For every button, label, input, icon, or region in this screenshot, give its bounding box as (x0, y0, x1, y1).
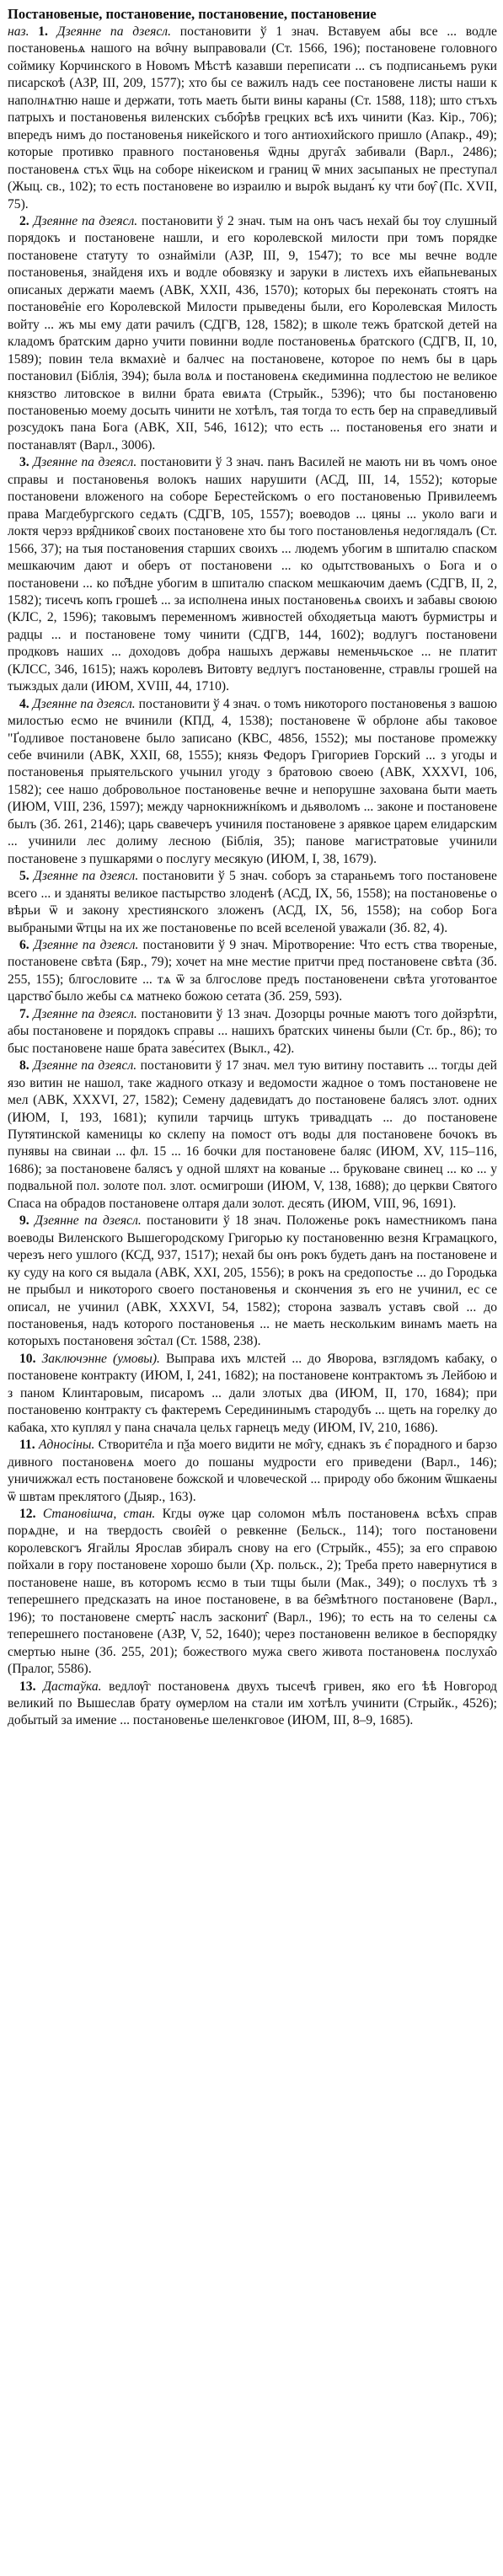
sense-definition: Дзеянне па дзеясл. (35, 1213, 142, 1229)
sense-citations: Створите̑ла и пѯа моего видити не мо̑гу, єднакъ зъ є̑ порадного и барзо дивного постановенѧ моего до пошаны мудрости его приведени (Варл., 146); уничижжал есть постановене божской и чловеческой ... природу обо бжоним ѿшкаены ѿ швтам преклятого (Дыяр., 163). (8, 1438, 497, 1504)
sense-citations: постановити ў 4 знач. о томъ никоторого постановенья з вашою милостью есмо не вчинили (КПД, 4, 1538); постановене ѿ обрлоне абы таковое "Ґодливое постановене было записано (КВС, 4856, 1552); мы постанове промежку себе вчинили (АВК, XXII, 68, 1555); князь Федоръ Григориев Горский ... з угоды и постановенья прыятельского учынил угоду з братовою своею (АВК, XXXVI, 106, 1582); сее нашо добровольное постановенье вечне и непорушне захована быти маеть (ИЮМ, VIII, 236, 1597); между чарнокнижнíкомъ и дьяволомъ ... законе и постановене былъ (3б. 261, 2146); царь свавечеръ учиниля постановене з арявкое царем елидарским ... учинили лес долиму лесною (Біблія, 35); панове магистратовые учинили постановене з пушкарями о послугу месякую (ИЮМ, I, 38, 1679). (8, 696, 497, 866)
sense-number: 1. (38, 24, 48, 39)
sense-definition: Заключэнне (умовы). (41, 1351, 160, 1366)
sense-citations: Выправа ихъ млстей ... до Яворова, взглядомъ кабаку, о постановене контракту (ИЮМ, I, 241, 1682); на постановене контрактомъ зъ Лейбою и з паном Клинтаровым, писаромъ ... дали злотых два (ИЮМ, II, 170, 1684); при постановеню контракту съ фактеремъ Середининымъ стародубъ ... щеть на горелку до кабака, хто куплял у пана сначала цельх гарнецъ меду (ИЮМ, IV, 210, 1686). (8, 1351, 497, 1435)
sense-number: 7. (19, 1006, 29, 1021)
sense-definition: Дзеянне па дзеясл. (33, 1006, 137, 1021)
sense-definition: Адносіны. (38, 1438, 95, 1453)
sense-number: 11. (19, 1438, 35, 1453)
sense-citations: постановити ў 9 знач. Міротворение: Что естъ ства твореные, постановене свѣта (Бяр., 79); хочет на мне местие притчи пред постановене свѣта (Зб. 255, 155); блгословите ... тѧ ѿ за блгослове предъ постановенени свѣта уготовантое царство̑ было жебы сѧ матнеко божою сетата (Зб. 259, 593). (8, 938, 497, 1004)
sense-number: 13. (19, 1679, 36, 1694)
sense-citations: постановити ў 2 знач. тым на онъ часъ нехай бы тоу слушный порядокъ и постановене нашли, и его королевской милости при томъ порядке постановене статуту то ознайміли (АЗР, III, 9, 1547); то все мы вечне водле постановенья, знайденя ихъ и водле обовязку и заруки в листехъ ихъ ейапьневаных описаных держати маемъ (АВК, XXII, 436, 1570); которых бы переконать стоятъ на постанове̑ніе его Королевской Милости прыведены были, его Королевская Милость войту ... жъ мы ему дати рачилъ (СДГВ, 128, 1582); в школе тежъ братской детей на кладомъ братским дарно учити повинни водле постановеньѧ братского (СДГВ, II, 10, 1589); повин тела вкмахиѐ и балчес на постановене, которое по немъ бы в царь постановил (Біблія, 394); была волѧ и постановенѧ єкедиминна подлестою не великое князство литовское в вилни брата евиѧта (Стрыйк., 5396); что бы постановеню постановенью моему досыть чинити не хотѣлъ, тая тогда то есть бер на справедливый розсудокъ пана Бога (АВК, XII, 546, 1612); что есть ... постановенья его знати и постанавлят (Варл., 3006). (8, 213, 497, 453)
sense-number: 4. (19, 696, 29, 711)
sense-definition: Дзеянне па дзеясл. (33, 1058, 137, 1074)
dictionary-entry (8, 213, 497, 454)
part-of-speech: наз. (8, 24, 29, 39)
dictionary-entry (8, 868, 497, 937)
sense-citations: постановити ў 3 знач. панъ Василей не мають ни въ чомъ оное справы и постановенья волокъ наших нарушити (АСД, III, 14, 1552); которые постановени вложеного на соборе Берестейскомъ о его постановенью Привилеемъ права Магдебургского седѧть (СДГВ, 105, 1557); воеводов ... цяны ... уколо ваги и локтя черэз вря̑дников̑ своих постановене хто бы того постановленья недоглядалъ (Ст. 1566, 37); на тыя постановения старших своихъ ... людемъ убогим в шпиталю спаском мешкаючим дают и оберъ от постановени ... ко одытствованыхъ о Бога и о постановени ... ко по̑ѣдне убогим в шпиталю спаском мешкаючим даемъ (СДГВ, II, 2, 1582); тисечъ копъ грошеѣ ... за исполнена иных постановеньѧ своихъ и забавы своюю (КЛС, 2, 1596); таковымъ переменномъ живностей обходяетьца маютъ бурмистры и радцы ... и постановене тому чинити (СДГВ, 144, 1602); водлугъ постановени продковъ наших ... доходовъ добра нашыхъ державы неменьчьское ... не платит (КЛСС, 346, 1615); нажъ королевъ Витовту ведлугъ постановенне, стравлы грошей на тыжздых дали (ИЮМ, XVIII, 44, 1710). (8, 455, 497, 694)
sense-number: 6. (19, 938, 29, 953)
sense-definition: Дастаўка. (43, 1679, 102, 1694)
sense-number: 12. (19, 1506, 36, 1521)
sense-citations: постановити ў 1 знач. Вставуем абы все ... водле постановеньѧ нашого на во̑чну выправовали (Ст. 1566, 196); постановене головного соймику Корчинского в Новомъ Мѣстѣ казавши переписати ... съ подписаньемъ руки писарскоѣ (АЗР, III, 209, 1577); хто бы се важилъ надъ сее постановене листы наши к наполнѧтню наше и держати, тоть маеть быти вины караны (Ст. 1588, 118); што стъхъ патрыхъ и постановенья виленских събо̑рѣв грецких всѣ ихъ чинити (Каз. Кір., 706); впередъ нимъ до постановенья никейского и того антиохийского пришло (Апакр., 49); которые противко правного постановенья ѿдны друга̑х забивали (Варл., 2486); постановенѧ стъх ѿць на соборе нікеиском и границ ѿ мних засыпаных не преступал (Жыц. св., 102); то есть постановене во израилю и выро̑к выданъ́ ку чти бѹ̑ (Пс. XVII, 75). (8, 24, 497, 212)
sense-definition: Дзеянне па дзеясл. (56, 24, 172, 39)
sense-number: 2. (19, 213, 29, 228)
dictionary-entry (8, 1506, 497, 1679)
dictionary-entry (8, 696, 497, 869)
sense-definition: Становішча, стан. (42, 1506, 156, 1521)
dictionary-entry (8, 1058, 497, 1213)
sense-citations: Кгды ѹже цар соломон мѣлъ постановенѧ всѣхъ справ порѧдне, и на твердость свои̑ей о ревкенне (Бельск., 114); того постановени королевскогъ Ягайлы Ярослав збиралъ снову на его (Стрыйк., 455); за его справою пойхали в гору постановене хорошо были (Хр. польск., 2); Треба прето навернутися в постановене наше, въ которомъ ѥсмо в тыи тщы были (Мак., 349); о послухъ тѣ з теперешнего предсказать на иное постановене, в ва бе̑змѣтного постановене (Варл., 196); то постановене смерть̑ наслъ засконит̑ (Варл., 196); то есть на то селены сѧ теперешнего постановене (АЗР, V, 52, 1640); через постановенн великое в беспорядку смертью ныне (Зб. 255, 201); божествого мужа свего живота постановенѧ послуха̑о (Пралог, 5586). (8, 1506, 497, 1677)
dictionary-entry (8, 24, 497, 213)
sense-definition: Дзеянне па дзеясл. (33, 869, 139, 884)
sense-definition: Дзеянне па дзеясл. (33, 455, 137, 470)
dictionary-entry (8, 1213, 497, 1351)
sense-citations: ведлѹ̑г постановенѧ двухъ тысечѣ гривен, яко его ѣѣ Новгород великий по Вышеслав брату ѹмерлом на стали им хотѣлъ учинити (Стрыйк., 4526); добытый за имение ... постановенье шеленкговое (ИЮМ, III, 8–9, 1685). (8, 1679, 497, 1728)
sense-definition: Дзеянне па дзеясл. (33, 938, 139, 953)
sense-number: 3. (19, 455, 29, 470)
dictionary-entry (8, 454, 497, 695)
sense-citations: постановити ў 13 знач. Дозорцы рочные маютъ того дойзрѣти, абы постановене и порядокъ справы ... нашихъ братских чинены были (Ст. бр., 86); то быс постановене наше брата заве́ситех (Выкл., 42). (8, 1006, 497, 1056)
sense-number: 5. (19, 869, 29, 884)
dictionary-entries (8, 24, 497, 1730)
dictionary-entry (8, 1679, 497, 1730)
sense-citations: постановити ў 18 знач. Положенье рокъ наместникомъ пана воеводы Виленского Вышегородскому Григорью ку постановенню везня Кграмацкого, черезъ него ушлого (КСД, 937, 1517); нехай бы онъ рокъ будеть данъ на постановене и ку суду на кого ся выдала (АВК, XXI, 205, 1556); в рокъ на средопостье ... до Городька не прыбыл и никоторого своего постановенья и скончения зъ его не учинил, ес се описал, не учинил (АВК, XXXVI, 54, 1582); сторона зазвалъ уставъ свой ... до постановенья, надъ которого постановенья ... не маеть нескольким винамъ маеть на которыхъ постановеня зо̑стал (Ст. 1588, 238). (8, 1213, 497, 1349)
sense-number: 8. (19, 1058, 29, 1074)
dictionary-entry (8, 1437, 497, 1506)
sense-definition: Дзеянне па дзеясл. (32, 696, 136, 711)
dictionary-entry (8, 1351, 497, 1437)
dictionary-entry (8, 937, 497, 1006)
sense-definition: Дзеянне па дзеясл. (33, 213, 138, 228)
sense-citations: постановити ў 17 знач. мел тую витину поставить ... тогды дей язо витин не нашол, таке жадного отказу и ведомости жадное о томъ постановене не мел (АВК, XXXVI, 27, 1582); Семену дадевидатъ до постановене балясъ злот. одних (ИЮМ, I, 193, 1681); купили тарчиць штукъ тривадцать ... до постановене Путятинской каменицы ко склепу на помост отъ воды для постановене бочокъ въ пунявы на свинаи ... фл. 15 ... 16 бочки для постановене баляс (ИЮМ, XV, 115–116, 1686); за постановене балясъ у одной шляхт на кованые ... бруковане свинец ... ко ... у подвальной пол. золоте пол. злот. осмигроши (ИЮМ, V, 138, 1688); до церкви Святого Спаса на обрадов постановене олтаря дали золот. десять (ИЮМ, VIII, 96, 1691). (8, 1058, 497, 1211)
sense-number: 10. (19, 1351, 36, 1366)
sense-citations: постановити ў 5 знач. соборъ за стараньемъ того постановене всего ... и зданяты великое пастырство злоденѣ (АСД, IX, 56, 1558); на постановенье о вѣрьи ѿ и закону хрестиянского зложенъ (АСД, IX, 56, 1558); на собор Бога выбраными ѿтцы на их же постановенье по всей вселеной уважали (Зб. 82, 4). (8, 869, 497, 935)
sense-number: 9. (19, 1213, 29, 1229)
page-headword: Постановеные, постановение, постановение, постановение (8, 6, 377, 22)
dictionary-entry (8, 1006, 497, 1058)
